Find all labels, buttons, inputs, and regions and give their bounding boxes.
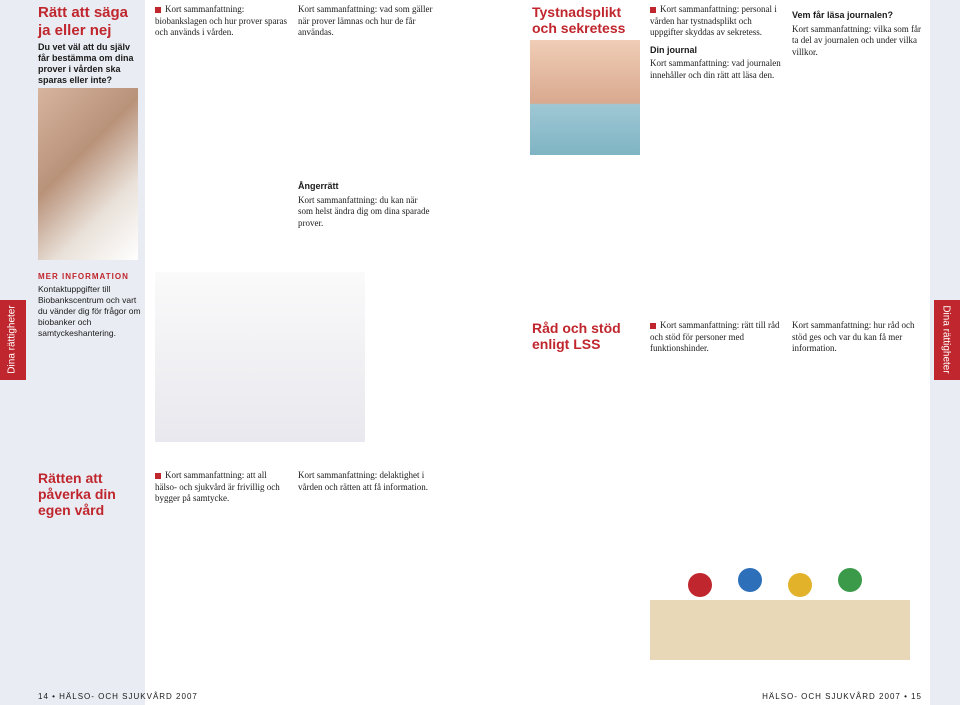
more-info-text: Kontaktuppgifter till Biobankscentrum och vart du vänder dig för frågor om biobanker och samtyckeshantering. [38,284,141,338]
lss-col-2: Kort sammanfattning: hur råd och stöd ges och var du kan få mer information. [792,320,915,353]
board-game-book-photo [640,490,920,680]
col-3: Kort sammanfattning: att all hälso- och sjukvård är frivillig och bygger på samtycke. [155,470,280,503]
tystnad-col: Kort sammanfattning: personal i vården har tystnadsplikt och uppgifter skyddas av sekretess. Din journal Kort sammanfattning: vad journalen innehåller och din rätt att läsa den. [650,4,781,80]
angerratt: Ångerrätt Kort sammanfattning: du kan när som helst ändra dig om dina sparade prover. [298,181,430,228]
folio-right: HÄLSO- OCH SJUKVÅRD 2007 • 15 [762,692,922,701]
section-title-left: Rätten att påverka din egen vård [38,470,116,518]
vem-col: Vem får läsa journalen? Kort sammanfattning: vilka som får ta del av journalen och under vilka villkor. [792,10,921,57]
test-tubes-photo [155,272,365,442]
lss-col-1: Kort sammanfattning: rätt till råd och stöd för personer med funktionshinder. [650,320,780,353]
side-tab-right: Dina rättigheter [934,300,960,380]
more-info-heading: MER INFORMATION [38,272,129,281]
blood-sample-photo [38,88,138,260]
col-2: Kort sammanfattning: vad som gäller när prover lämnas och hur de får användas. [298,4,433,37]
intro-question: Du vet väl att du själv får bestämma om dina prover i vården ska sparas eller inte? [38,42,134,85]
lss-title: Råd och stöd enligt LSS [532,320,621,352]
nurse-mask-photo [530,40,640,155]
col-4: Kort sammanfattning: delaktighet i vården och rätten att få information. [298,470,428,492]
col-1: Kort sammanfattning: biobankslagen och hur prover sparas och används i vården. [155,4,287,37]
side-tab-left: Dina rättigheter [0,300,26,380]
intro-title: Rätt att säga ja eller nej [38,4,129,39]
tystnad-title: Tystnadsplikt och sekretess [532,4,626,36]
folio-left: 14 • HÄLSO- OCH SJUKVÅRD 2007 [38,692,198,701]
